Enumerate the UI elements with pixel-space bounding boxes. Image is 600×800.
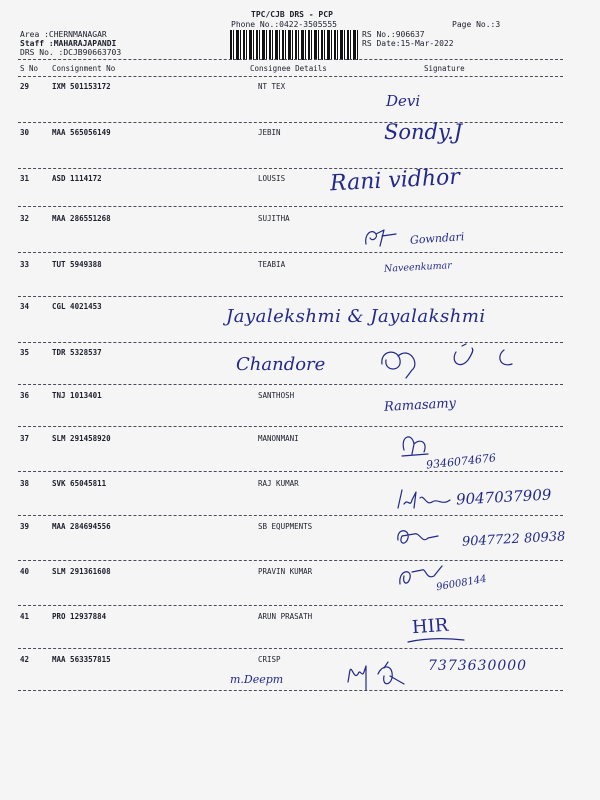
column-consignment: Consignment No xyxy=(52,64,116,73)
signature-34: Jayalekshmi & Jayalakshmi xyxy=(226,306,486,327)
row-sno: 32 xyxy=(20,214,30,223)
signature-35: Chandore xyxy=(236,354,326,375)
row-consignee: PRAVIN KUMAR xyxy=(258,567,313,576)
signature-42-name: m.Deepm xyxy=(230,673,284,686)
row-consignee: TEABIA xyxy=(258,260,286,269)
row-sno: 34 xyxy=(20,302,30,311)
row-consignee: MANONMANI xyxy=(258,434,299,443)
row-sno: 41 xyxy=(20,612,30,621)
row-consignment: IXM 501153172 xyxy=(52,82,111,91)
row-sno: 36 xyxy=(20,391,30,400)
area-label: Area :CHERNMANAGAR xyxy=(20,30,107,39)
row-consignment: TNJ 1013401 xyxy=(52,391,102,400)
row-sno: 38 xyxy=(20,479,30,488)
signature-42: 7373630000 xyxy=(428,658,528,674)
row-consignment: SLM 291361608 xyxy=(52,567,111,576)
row-sno: 29 xyxy=(20,82,30,91)
row-divider xyxy=(18,426,563,427)
signature-30: Sondy.J xyxy=(384,120,463,144)
phone-number: Phone No.:0422-3505555 xyxy=(231,20,337,29)
row-consignment: CGL 4021453 xyxy=(52,302,102,311)
page-number: Page No.:3 xyxy=(452,20,501,29)
signature-32: Gowndari xyxy=(409,230,465,247)
row-divider xyxy=(18,471,563,472)
row-sno: 42 xyxy=(20,655,30,664)
row-consignment: PRO 12937884 xyxy=(52,612,107,621)
row-consignee: SB EQUPMENTS xyxy=(258,522,313,531)
signature-37: 9346074676 xyxy=(425,451,497,472)
report-title: TPC/CJB DRS - PCP xyxy=(251,10,333,19)
row-consignment: ASD 1114172 xyxy=(52,174,102,183)
row-divider xyxy=(18,206,563,207)
signature-39-scribble xyxy=(394,524,442,550)
row-consignee: SANTHOSH xyxy=(258,391,295,400)
row-consignment: MAA 565056149 xyxy=(52,128,111,137)
column-consignee: Consignee Details xyxy=(250,64,327,73)
row-sno: 40 xyxy=(20,567,30,576)
row-consignment: MAA 284694556 xyxy=(52,522,111,531)
row-divider xyxy=(18,648,563,649)
row-consignment: SVK 65045811 xyxy=(52,479,107,488)
signature-33: Naveenkumar xyxy=(383,260,453,275)
row-consignee: CRISP xyxy=(258,655,281,664)
row-consignee: NT TEX xyxy=(258,82,286,91)
row-consignment: MAA 563357815 xyxy=(52,655,111,664)
row-consignee: JEBIN xyxy=(258,128,281,137)
row-consignment: TDR 5328537 xyxy=(52,348,102,357)
row-divider xyxy=(18,168,563,169)
row-consignment: TUT 5949388 xyxy=(52,260,102,269)
column-sno: S No xyxy=(20,64,39,73)
rs-date: RS Date:15-Mar-2022 xyxy=(362,39,454,48)
row-consignee: RAJ KUMAR xyxy=(258,479,299,488)
signature-37-scribble xyxy=(398,430,432,460)
row-divider xyxy=(18,252,563,253)
signature-41: HIR xyxy=(411,614,450,639)
signature-39: 9047722 80938 xyxy=(461,529,566,550)
signature-29-a: Devi xyxy=(386,92,421,110)
column-signature: Signature xyxy=(424,64,465,73)
row-sno: 35 xyxy=(20,348,30,357)
row-divider xyxy=(18,515,563,516)
row-divider xyxy=(18,690,563,691)
signature-36: Ramasamy xyxy=(383,396,457,415)
row-consignee: LOUSIS xyxy=(258,174,286,183)
header-rule-bottom xyxy=(18,76,563,77)
signature-38-scribble xyxy=(394,484,456,514)
rs-number: RS No.:906637 xyxy=(362,30,425,39)
row-consignee: ARUN PRASATH xyxy=(258,612,313,621)
row-sno: 30 xyxy=(20,128,30,137)
row-consignment: SLM 291458920 xyxy=(52,434,111,443)
row-sno: 33 xyxy=(20,260,30,269)
drs-number: DRS No. :DCJB90663703 xyxy=(20,48,122,57)
row-divider xyxy=(18,122,563,123)
row-divider xyxy=(18,296,563,297)
barcode-image xyxy=(230,30,358,60)
signature-38: 9047037909 xyxy=(455,485,552,509)
row-divider xyxy=(18,384,563,385)
row-sno: 31 xyxy=(20,174,30,183)
signature-40: 96008144 xyxy=(435,573,488,594)
row-consignee: SUJITHA xyxy=(258,214,290,223)
signature-42-scribble xyxy=(344,656,430,694)
row-divider xyxy=(18,560,563,561)
signature-32-scribble xyxy=(362,224,402,250)
staff-label: Staff :MAHARAJAPANDI xyxy=(20,39,117,48)
row-sno: 39 xyxy=(20,522,30,531)
header-rule-top xyxy=(18,59,563,60)
row-sno: 37 xyxy=(20,434,30,443)
row-divider xyxy=(18,605,563,606)
row-consignment: MAA 286551268 xyxy=(52,214,111,223)
signature-35-scribble xyxy=(376,342,526,382)
signature-31: Rani vidhor xyxy=(329,164,461,197)
signature-41-underline xyxy=(406,636,466,646)
